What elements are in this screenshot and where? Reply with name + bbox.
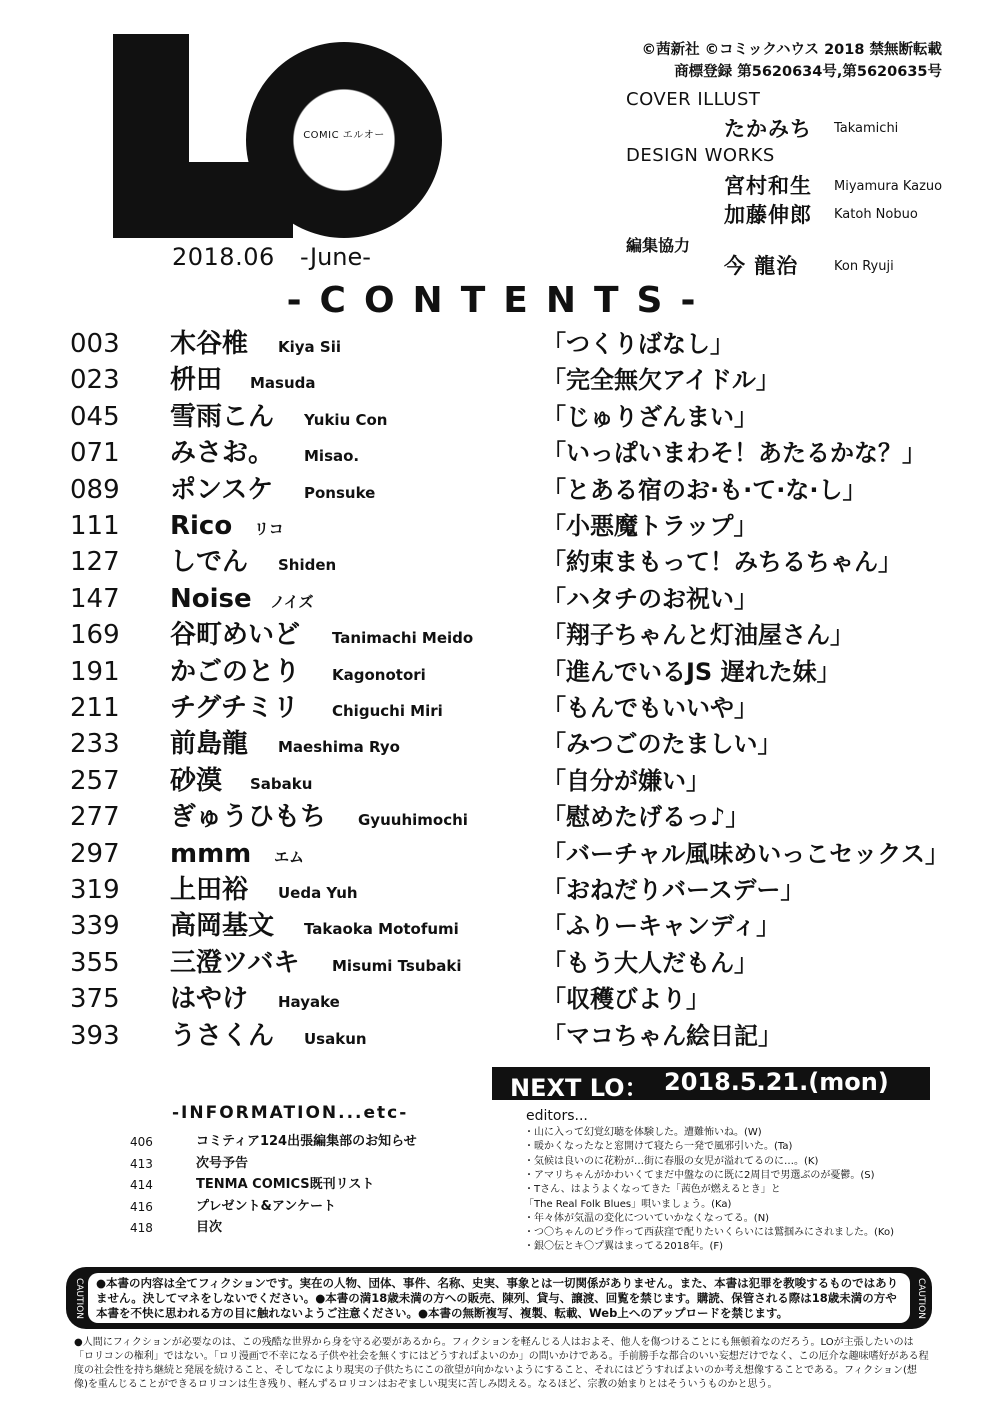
designer-roman: Miyamura Kazuo [834,179,943,194]
information-page: 406 [130,1135,153,1149]
toc-author-roman: Kagonotori [332,665,426,684]
editor-comment: ・銀〇伝とキ〇プ翼はまってる2018年。(F) [524,1241,724,1253]
toc-author: 高岡基文 [170,911,275,942]
cover-artist-roman: Takamichi [834,121,899,136]
toc-title: 「もう大人だもん」 [542,948,758,977]
toc-row [0,581,1000,617]
toc-author-roman: リコ [254,520,284,538]
editing-label: 編集協力 [626,236,691,255]
information-text: 目次 [196,1220,223,1235]
cover-label: COVER ILLUST [626,89,761,110]
toc-author-roman: Maeshima Ryo [278,738,400,757]
toc-author: 三澄ツバキ [170,947,300,978]
toc-author: かごのとり [170,656,301,687]
toc-page-number: 319 [70,875,120,905]
toc-author-roman: Ponsuke [304,483,376,502]
information-item [0,1217,480,1239]
toc-page-number: 169 [70,620,120,651]
information-page: 414 [130,1178,153,1192]
toc-page-number: 023 [70,365,120,396]
editor-comment: ・気候は良いのに花粉が…街に春服の女児が溢れてるのに…。(K) [524,1155,819,1167]
toc-author-roman: ノイズ [270,592,314,611]
information-page: 416 [130,1199,153,1214]
toc-row [0,472,1000,508]
toc-author-roman: Ueda Yuh [278,884,358,902]
editor-comment: 「The Real Folk Blues」唄いましょう。(Ka) [524,1198,732,1210]
toc-author: 雪雨こん [170,401,275,432]
toc-row [0,872,1000,908]
toc-author: 谷町めいど [170,620,301,651]
information-item [0,1131,480,1153]
toc-title: 「バーチャル風味めいっこセックス」 [542,839,950,868]
information-item [0,1174,480,1196]
information-item [0,1153,480,1175]
toc-author: 上田裕 [170,875,249,905]
toc-author-roman: Masuda [250,374,316,393]
toc-title: 「慰めたげるっ♪」 [542,803,750,832]
toc-title: 「約束まもって！みちるちゃん」 [542,548,902,577]
toc-author-roman: Kiya Sii [278,338,341,356]
toc-row [0,690,1000,726]
designer-name: 宮村和生 [724,174,812,198]
contents-heading: -CONTENTS- [286,280,714,321]
toc-author-roman: Chiguchi Miri [332,702,443,720]
toc-title: 「いっぱいまわそ！あたるかな？」 [542,439,926,468]
toc-page-number: 089 [70,474,120,505]
trademark-notice: 商標登録 第5620634号,第5620635号 [674,64,942,80]
caution-side-label: CAUTION [916,1277,926,1319]
cover-artist: たかみち [724,117,812,141]
toc-author-roman: エム [274,847,305,866]
toc-page-number: 375 [70,984,120,1015]
toc-title: 「ふりーキャンディ」 [542,912,781,941]
information-item [0,1196,480,1218]
toc-author: 前島龍 [170,729,249,760]
toc-row [0,836,1000,872]
toc-author-roman: Tanimachi Meido [332,629,474,648]
toc-row [0,508,1000,544]
toc-author-roman: Gyuuhimochi [358,811,468,830]
toc-row [0,326,1000,362]
footer-essay: ●人間にフィクションが必要なのは、この残酷な世界から身を守る必要があるから。フィクションを軽んじる人はおよそ、他人を傷つけることにも無頓着なのだろう。LOが主張したいのは「ロリコンの権利」ではない。「ロリ漫画で不幸になる子供や社会を無くすにはどうすればよいのか」の問いかけである。手前勝手な都合のいい妄想だけでなく、この厄介な趣味嗜好がある程度の社会性を持ち継続と発展を続けること、そしてなにより現実の子供たちにこの欲望が向かないようにすること、それにはどうすればよいのか考え想像することである。フィクション(想像)を重んじることができるロリコンは生き残り、軽んずるロリコンはおぞましい現実に苦しみ悶える。なるほど、宗教の始まりとはそういうものかと思う。 [74,1337,929,1390]
toc-author-roman: Misao. [304,447,360,466]
toc-title: 「小悪魔トラップ」 [542,512,758,540]
designer-roman: Katoh Nobuo [834,207,918,222]
toc-author-roman: Yukiu Con [304,410,388,429]
toc-title: 「完全無欠アイドル」 [542,366,780,395]
toc-page-number: 191 [70,656,120,687]
toc-title: 「進んでいるJS 遅れた妹」 [542,657,841,686]
toc-author-roman: Takaoka Motofumi [304,920,459,939]
editor-comment: ・Tさん、はようよくなってきた「茜色が燃えるとき」と [524,1184,781,1196]
toc-author: Rico [170,511,233,541]
toc-author-roman: Shiden [278,556,337,575]
toc-page-number: 233 [70,729,120,760]
toc-page-number: 297 [70,838,120,869]
toc-author: みさお。 [170,438,275,469]
toc-row [0,1018,1000,1054]
toc-row [0,654,1000,690]
toc-row [0,435,1000,471]
issue-date: 2018.06 [172,243,275,271]
toc-author: チグチミリ [170,693,299,723]
next-issue-label: NEXT LO： [510,1074,649,1102]
toc-author: ぎゅうひもち [170,802,327,833]
toc-author-roman: Misumi Tsubaki [332,956,462,975]
information-text: 次号予告 [196,1155,249,1171]
toc-author: うさくん [170,1020,275,1051]
toc-page-number: 111 [70,511,120,541]
editing-name: 今 龍治 [724,254,799,278]
toc-title: 「自分が嫌い」 [542,766,710,795]
toc-title: 「とある宿のお·も·て·な·し」 [542,475,867,504]
toc-author: Noise [170,583,252,614]
toc-title: 「マコちゃん絵日記」 [542,1021,782,1050]
caution-text: ●本書の内容は全てフィクションです。実在の人物、団体、事件、名称、史実、事象とは一切関係がありません。また、本書は犯罪を教唆するものではありません。決してマネをしないでください。●本書の満18歳未満の方への販売、陳列、貸与、譲渡、回覧を禁じます。購読、保管される際は18歳未満の方や本書を不快に思われる方の目に触れないようご注意ください。●本書の無断複写、複製、転載、Web上へのアップロードを禁じます。 [96,1276,899,1320]
toc-author-roman: Hayake [278,993,340,1012]
information-heading: -INFORMATION...etc- [172,1103,409,1123]
toc-page-number: 211 [70,693,120,723]
next-issue-date: 2018.5.21.(mon) [664,1068,889,1096]
editor-comment: ・暖かくなったなと窓開けて寝たら一発で風邪引いた。(Ta) [524,1141,793,1153]
toc-title: 「もんでもいいや」 [542,694,758,722]
logo-subtitle: COMIC エルオー [303,130,385,141]
toc-author: 木谷椎 [170,329,249,359]
designer-name: 加藤伸郎 [724,203,812,227]
toc-title: 「翔子ちゃんと灯油屋さん」 [542,621,854,650]
toc-author: はやけ [170,984,249,1015]
toc-title: 「おねだりバースデー」 [542,876,805,904]
editors-heading: editors... [526,1108,588,1124]
toc-row [0,544,1000,580]
editor-comment: ・アマリちゃんがかわいくてまだ中盤なのに既に2周目で男選ぶのが憂鬱。(S) [524,1169,875,1181]
toc-row [0,617,1000,653]
toc-row [0,763,1000,799]
toc-author: mmm [170,838,252,869]
toc-author: 砂漠 [170,765,223,796]
toc-author: しでん [170,547,249,578]
toc-page-number: 071 [70,438,120,469]
design-label: DESIGN WORKS [626,145,775,166]
toc-row [0,799,1000,835]
toc-title: 「みつごのたましい」 [542,730,782,759]
issue-month: -June- [300,243,371,271]
toc-page-number: 355 [70,947,120,978]
toc-author: ポンスケ [170,474,274,505]
toc-page-number: 127 [70,547,120,578]
toc-row [0,399,1000,435]
toc-page-number: 277 [70,802,120,833]
toc-row [0,981,1000,1017]
information-text: プレゼント&アンケート [196,1198,337,1214]
toc-page-number: 045 [70,401,120,432]
toc-title: 「ハタチのお祝い」 [542,584,758,613]
toc-row [0,908,1000,944]
caution-side-label: CAUTION [74,1277,84,1319]
toc-title: 「じゅりざんまい」 [542,402,758,431]
information-page: 413 [130,1156,153,1171]
toc-page-number: 147 [70,583,120,614]
toc-row [0,945,1000,981]
toc-page-number: 339 [70,911,120,942]
copyright-notice: ©茜新社 ©コミックハウス 2018 禁無断転載 [641,42,942,58]
information-page: 418 [130,1221,153,1235]
editor-comment: ・年々体が気温の変化についていかなくなってる。(N) [524,1212,770,1224]
toc-page-number: 393 [70,1020,120,1051]
toc-author-roman: Sabaku [250,774,313,793]
toc-title: 「収穫びより」 [542,985,710,1014]
information-text: コミティア124出張編集部のお知らせ [196,1134,417,1149]
editing-roman: Kon Ryuji [834,259,894,274]
toc-title: 「つくりばなし」 [542,330,734,358]
toc-row [0,726,1000,762]
information-text: TENMA COMICS既刊リスト [196,1177,375,1192]
toc-author: 枡田 [170,365,223,396]
toc-author-roman: Usakun [304,1029,367,1048]
toc-row [0,362,1000,398]
editor-comment: ・つ〇ちゃんのビラ作って西荻窪で配りたいくらいには鷲掴みにされました。(Ko) [524,1227,894,1239]
toc-page-number: 003 [70,329,120,359]
toc-page-number: 257 [70,765,120,796]
editor-comment: ・山に入って幻覚幻聴を体験した。遭難怖いね。(W) [524,1127,762,1138]
